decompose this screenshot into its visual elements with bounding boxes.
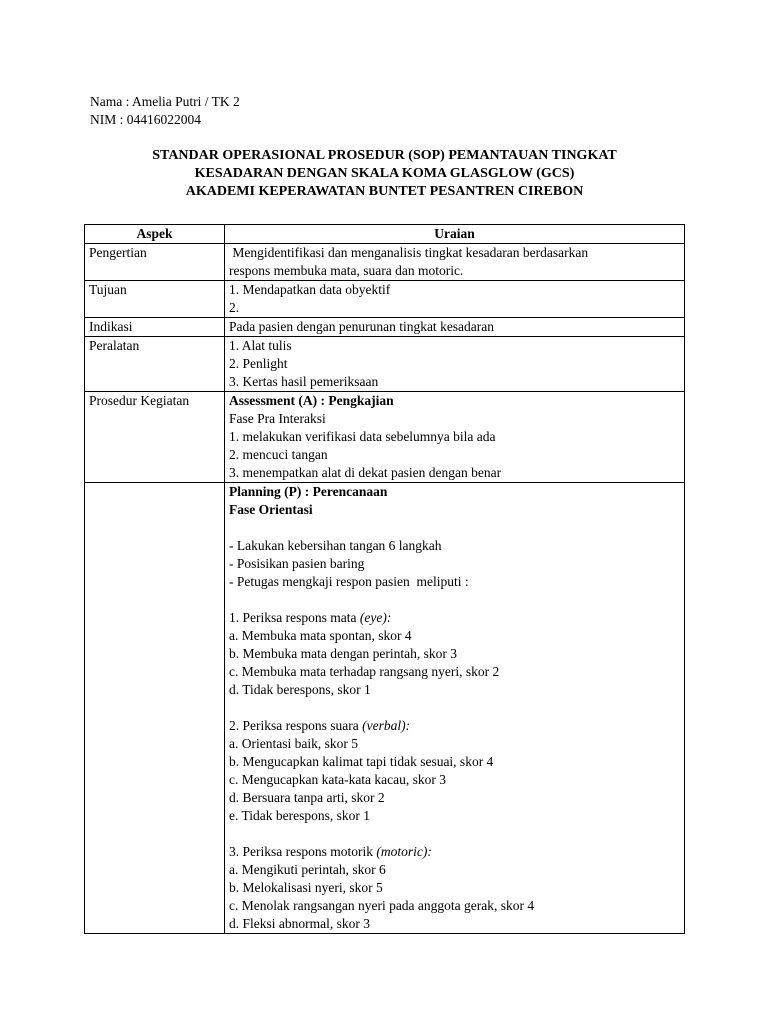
motoric-item: d. Fleksi abnormal, skor 3 <box>229 916 370 931</box>
eye-heading <box>229 609 680 627</box>
motoric-heading-prefix: 3. Periksa respons motorik <box>229 844 377 859</box>
motoric-item: b. Melokalisasi nyeri, skor 5 <box>229 880 383 895</box>
pengertian-line: respons membuka mata, suara dan motoric. <box>229 263 464 278</box>
spacer <box>229 519 680 537</box>
label-pengertian: Pengertian <box>85 244 225 281</box>
fase-orientasi-heading: Fase Orientasi <box>229 502 313 517</box>
planning-step: - Posisikan pasien baring <box>229 556 365 571</box>
tujuan-line: 1. Mendapatkan data obyektif <box>229 282 391 297</box>
eye-item: a. Membuka mata spontan, skor 4 <box>229 628 412 643</box>
peralatan-item: 3. Kertas hasil pemeriksaan <box>229 374 379 389</box>
sop-table <box>84 224 685 934</box>
label-prosedur: Prosedur Kegiatan <box>85 392 225 483</box>
assessment-heading: Assessment (A) : Pengkajian <box>229 393 394 408</box>
planning-step: - Petugas mengkaji respon pasien meliputi : <box>229 574 469 589</box>
label-peralatan: Peralatan <box>85 337 225 392</box>
eye-heading-prefix: 1. Periksa respons mata <box>229 610 360 625</box>
motoric-item: c. Menolak rangsangan nyeri pada anggota gerak, skor 4 <box>229 898 535 913</box>
indikasi-line: Pada pasien dengan penurunan tingkat kesadaran <box>229 319 495 334</box>
verbal-item: a. Orientasi baik, skor 5 <box>229 736 358 751</box>
value-tujuan <box>225 281 685 318</box>
row-pengertian <box>85 244 685 281</box>
verbal-item: c. Mengucapkan kata-kata kacau, skor 3 <box>229 772 447 787</box>
prosedur-line: Fase Pra Interaksi <box>229 411 326 426</box>
title-line-3: AKADEMI KEPERAWATAN BUNTET PESANTREN CIREBON <box>185 184 584 199</box>
eye-item: b. Membuka mata dengan perintah, skor 3 <box>229 646 457 661</box>
title-line-1: STANDAR OPERASIONAL PROSEDUR (SOP) PEMANTAUAN TINGKAT <box>152 148 617 163</box>
row-indikasi <box>85 318 685 337</box>
row-prosedur <box>85 392 685 483</box>
spacer <box>229 825 680 843</box>
motoric-item: a. Mengikuti perintah, skor 6 <box>229 862 386 877</box>
peralatan-item: 1. Alat tulis <box>229 338 292 353</box>
eye-item: d. Tidak berespons, skor 1 <box>229 682 371 697</box>
value-prosedur <box>225 392 685 483</box>
value-peralatan <box>225 337 685 392</box>
prosedur-line: 1. melakukan verifikasi data sebelumnya bila ada <box>229 429 496 444</box>
value-indikasi <box>225 318 685 337</box>
row-peralatan <box>85 337 685 392</box>
eye-item: c. Membuka mata terhadap rangsang nyeri, skor 2 <box>229 664 500 679</box>
label-indikasi: Indikasi <box>85 318 225 337</box>
tujuan-line: 2. <box>229 300 240 315</box>
prosedur-line: 3. menempatkan alat di dekat pasien dengan benar <box>229 465 502 480</box>
title-line-2: KESADARAN DENGAN SKALA KOMA GLASGLOW (GCS) <box>194 166 575 181</box>
student-name: Nama : Amelia Putri / TK 2 <box>90 94 240 109</box>
verbal-term: (verbal): <box>362 718 411 733</box>
row-tujuan <box>85 281 685 318</box>
spacer <box>229 591 680 609</box>
table-header-row <box>85 225 685 244</box>
eye-term: (eye): <box>359 610 392 625</box>
value-pengertian <box>225 244 685 281</box>
header-uraian: Uraian <box>225 225 685 244</box>
label-tujuan: Tujuan <box>85 281 225 318</box>
verbal-heading-prefix: 2. Periksa respons suara <box>229 718 363 733</box>
spacer <box>229 699 680 717</box>
pengertian-line: Mengidentifikasi dan menganalisis tingkat kesadaran berdasarkan <box>229 245 589 260</box>
planning-step: - Lakukan kebersihan tangan 6 langkah <box>229 538 442 553</box>
document-title <box>84 147 685 201</box>
peralatan-item: 2. Penlight <box>229 356 288 371</box>
motoric-term: (motoric): <box>376 844 432 859</box>
verbal-item: e. Tidak berespons, skor 1 <box>229 808 370 823</box>
row-planning <box>85 483 685 934</box>
header-aspek: Aspek <box>85 225 225 244</box>
value-planning <box>225 483 685 934</box>
verbal-item: d. Bersuara tanpa arti, skor 2 <box>229 790 385 805</box>
student-nim: NIM : 04416022004 <box>90 112 201 127</box>
label-planning-empty <box>85 483 225 934</box>
prosedur-line: 2. mencuci tangan <box>229 447 328 462</box>
verbal-heading <box>229 717 680 735</box>
student-info <box>90 93 240 129</box>
motoric-heading <box>229 843 680 861</box>
verbal-item: b. Mengucapkan kalimat tapi tidak sesuai, skor 4 <box>229 754 494 769</box>
planning-heading: Planning (P) : Perencanaan <box>229 484 388 499</box>
